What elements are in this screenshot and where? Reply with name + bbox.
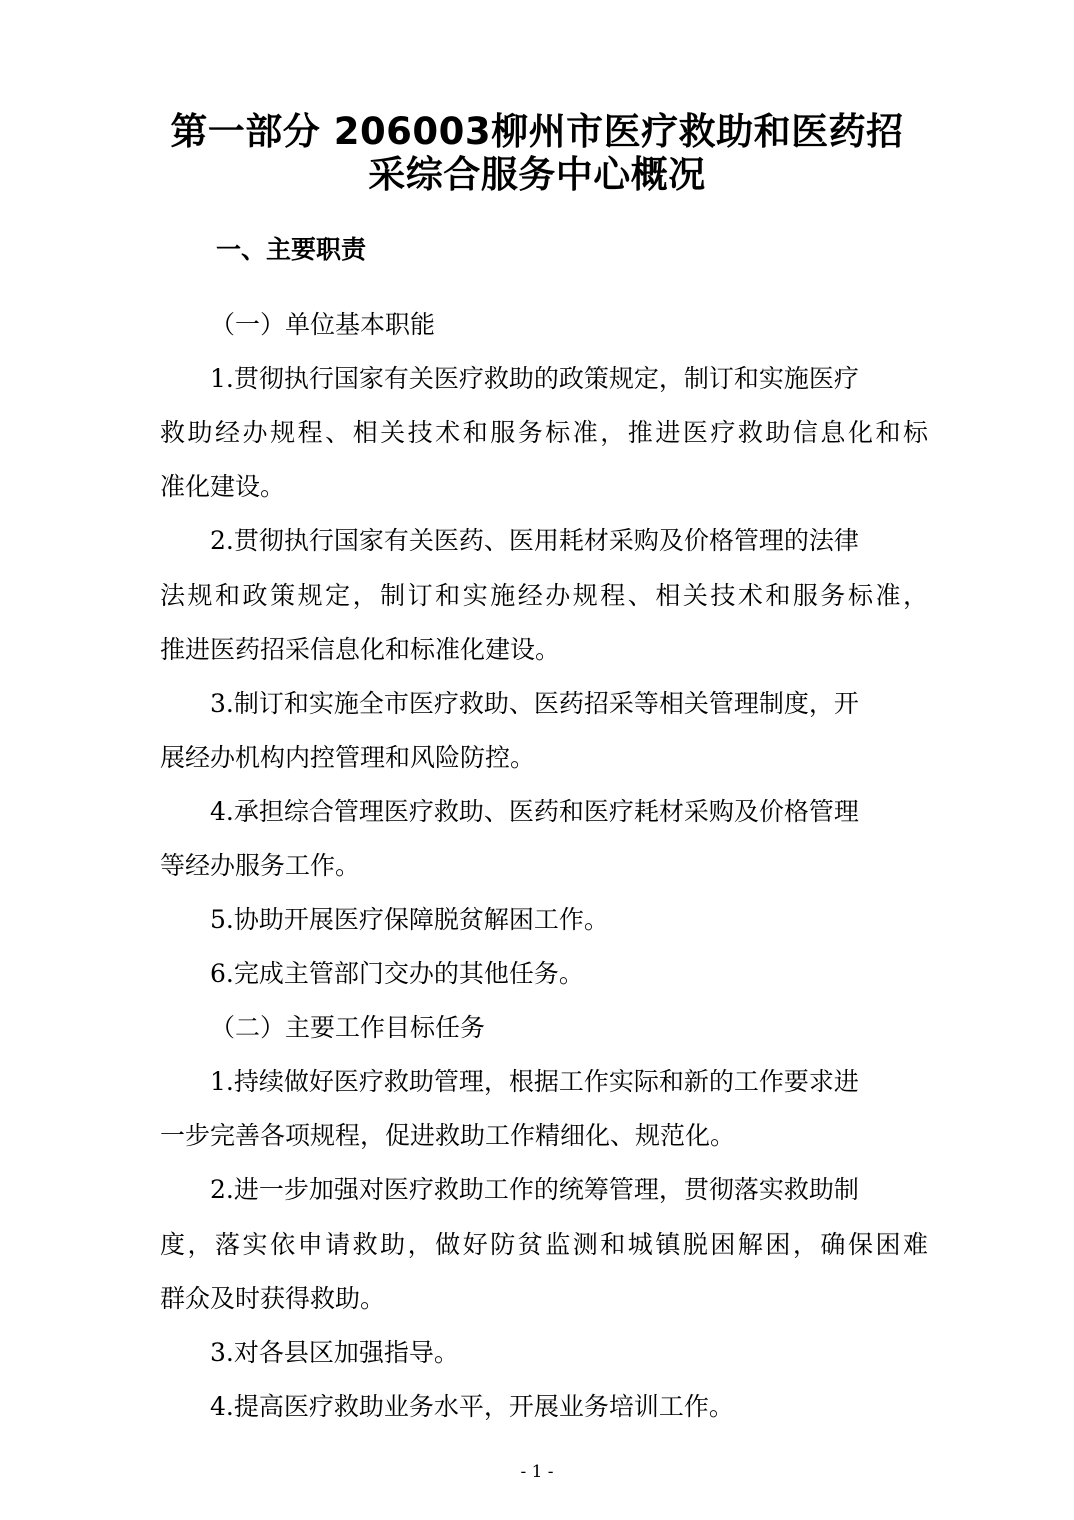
paragraph-line: 4.提高医疗救助业务水平，开展业务培训工作。 — [210, 1392, 734, 1421]
paragraph-line: 准化建设。 — [160, 472, 286, 501]
page-number: - 1 - — [520, 1462, 554, 1482]
paragraph-line: 一步完善各项规程，促进救助工作精细化、规范化。 — [160, 1121, 736, 1150]
paragraph-line: 推进医药招采信息化和标准化建设。 — [160, 635, 561, 664]
paragraph-line: 法规和政策规定，制订和实施经办规程、相关技术和服务标准， — [160, 581, 928, 610]
paragraph-line: 6.完成主管部门交办的其他任务。 — [210, 959, 584, 988]
paragraph-line: 5.协助开展医疗保障脱贫解困工作。 — [210, 905, 609, 934]
paragraph-line: 1.贯彻执行国家有关医疗救助的政策规定，制订和实施医疗 — [210, 364, 859, 393]
section-heading-main-duties: 一、主要职责 — [216, 235, 367, 264]
document-title-line-2: 采综合服务中心概况 — [368, 153, 706, 196]
paragraph-line: 3.对各县区加强指导。 — [210, 1338, 459, 1367]
paragraph-line: 群众及时获得救助。 — [160, 1284, 386, 1313]
document-title-line-1: 第一部分 206003柳州市医疗救助和医药招 — [170, 110, 904, 153]
paragraph-line: 1.持续做好医疗救助管理，根据工作实际和新的工作要求进 — [210, 1067, 859, 1096]
paragraph-line: 度，落实依申请救助，做好防贫监测和城镇脱困解困，确保困难 — [160, 1230, 928, 1259]
paragraph-line: 3.制订和实施全市医疗救助、医药招采等相关管理制度，开 — [210, 689, 859, 718]
subsection-heading-basic-functions: （一）单位基本职能 — [210, 310, 436, 339]
paragraph-line: 展经办机构内控管理和风险防控。 — [160, 743, 536, 772]
paragraph-line: 4.承担综合管理医疗救助、医药和医疗耗材采购及价格管理 — [210, 797, 859, 826]
subsection-heading-work-targets: （二）主要工作目标任务 — [210, 1013, 486, 1042]
paragraph-line: 等经办服务工作。 — [160, 851, 361, 880]
paragraph-line: 2.进一步加强对医疗救助工作的统筹管理，贯彻落实救助制 — [210, 1175, 859, 1204]
paragraph-line: 救助经办规程、相关技术和服务标准，推进医疗救助信息化和标 — [160, 418, 928, 447]
paragraph-line: 2.贯彻执行国家有关医药、医用耗材采购及价格管理的法律 — [210, 526, 859, 555]
